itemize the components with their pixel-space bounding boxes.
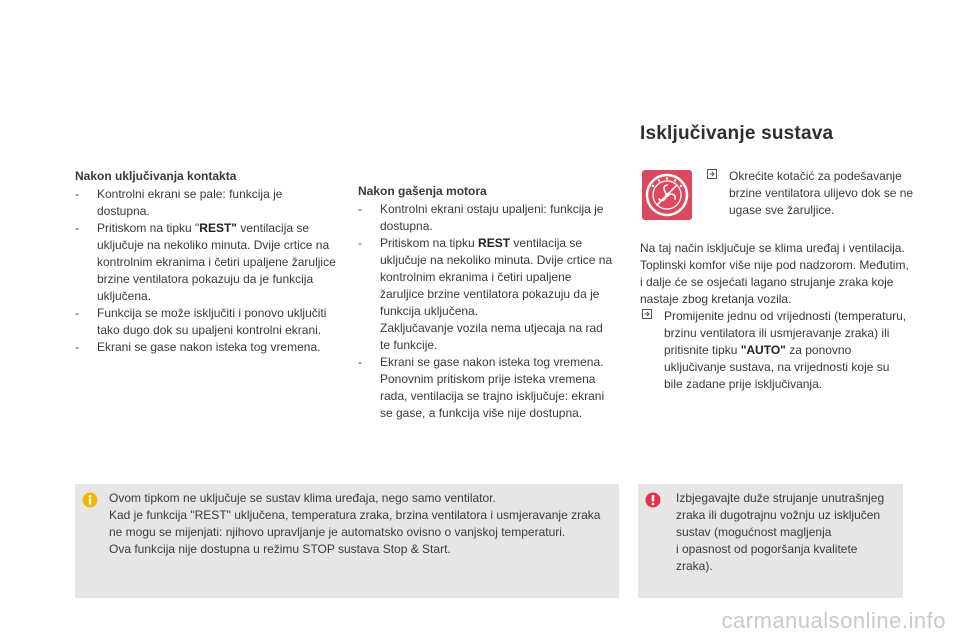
item-text: Ekrani se gase nakon isteka tog vremena. [97,340,321,354]
info-note-text [109,490,609,558]
info-line: Kad je funkcija "REST" uključena, temperatura zraka, brzina ventilatora i usmjeravanje zraka ne mogu se mijenjati: njihovo upravljanje je automatsko ovisno o vanjskoj temperaturi. [109,508,601,539]
knob-instruction [705,168,934,219]
watermark: carmanualsonline.info [721,608,946,633]
dash-marker: - [75,221,79,235]
info-note [75,484,619,598]
list-item [358,354,616,422]
dash-marker: - [75,340,79,354]
list-item [75,339,337,356]
item-text-post: ventilacija se uključuje na nekoliko minuta. Dvije crtice na kontrolnim ekranima i četiri upaljene žaruljice brzine ventilatora pokazuju da je funkcija uključena. [380,236,613,318]
auto-instruction-pre: Promijenite jednu od vrijednosti (temperaturu, brzinu ventilatora ili usmjeravanje zraka) ili pritisnite tipku [664,309,907,357]
warning-line: i opasnost od pogoršanja kvalitete zraka). [676,542,858,573]
section-title: Isključivanje sustava [640,123,834,144]
after-engine-off-section [358,183,616,422]
item-text-pre: Pritiskom na tipku " [97,221,200,235]
auto-instruction [640,308,910,393]
item-text: Kontrolni ekrani ostaju upaljeni: funkcija je dostupna. [380,202,604,233]
rest-button-label: REST" [199,221,237,235]
item-text: Kontrolni ekrani se pale: funkcija je dostupna. [97,187,283,218]
dash-marker: - [75,306,79,320]
after-ignition-heading: Nakon uključivanja kontakta [75,169,237,183]
dash-marker: - [75,187,79,201]
list-item [358,235,616,354]
fan-knob-icon [642,170,692,220]
rest-button-label: REST [478,236,511,250]
item-text-pre: Pritiskom na tipku [380,236,479,250]
item-extra-text: Ponovnim pritiskom prije isteka vremena rada, ventilacija se trajno isključuje: ekrani se gase, a funkcija više nije dostupna. [380,372,605,420]
hand-pointer-icon [642,309,652,319]
hand-pointer-icon [707,169,717,179]
warning-note [638,484,903,598]
auto-button-label: "AUTO" [740,343,786,357]
after-engine-off-heading: Nakon gašenja motora [358,184,487,198]
item-text: Funkcija se može isključiti i ponovo uključiti tako dugo dok su upaljeni kontrolni ekrani. [97,306,327,337]
warning-note-text [676,490,896,575]
item-text-post: ventilacija se uključuje na nekoliko minuta. Dvije crtice na kontrolnim ekranima i četiri upaljene žaruljice brzine ventilatora pokazuju da je funkcija uključena. [97,221,336,303]
dash-marker: - [358,236,362,250]
auto-instruction-post: za ponovno uključivanje sustava, na vrijednosti koje su bile zadane prije isključivanja. [664,343,890,391]
dash-marker: - [358,355,362,369]
list-item [75,186,337,220]
warning-icon [645,492,661,508]
knob-instruction-text: Okrećite kotačić za podešavanje brzine ventilatora ulijevo dok se ne ugase sve žaruljice. [729,169,914,217]
switch-off-paragraph: Na taj način isključuje se klima uređaj i ventilacija. Toplinski komfor više nije pod nadzorom. Međutim, i dalje će se osjećati lagano strujanje zraka koje nastaje zbog kretanja vozila. [640,241,909,306]
fan-knob-illustration [642,170,692,220]
info-line: Ova funkcija nije dostupna u režimu STOP sustava Stop & Start. [109,542,451,556]
info-line: Ovom tipkom ne uključuje se sustav klima uređaja, nego samo ventilator. [109,491,496,505]
warning-line: Izbjegavajte duže strujanje unutrašnjeg zraka ili dugotrajnu vožnju uz isključen sustav (mogućnost magljenja [676,491,885,539]
info-icon [82,492,98,508]
dash-marker: - [358,202,362,216]
list-item [75,305,337,339]
list-item [358,201,616,235]
item-text: Ekrani se gase nakon isteka tog vremena. [380,355,604,369]
list-item [75,220,337,305]
switch-off-description [640,240,910,393]
after-ignition-section [75,168,337,356]
item-extra-text: Zaključavanje vozila nema utjecaja na rad te funkcije. [380,321,603,352]
